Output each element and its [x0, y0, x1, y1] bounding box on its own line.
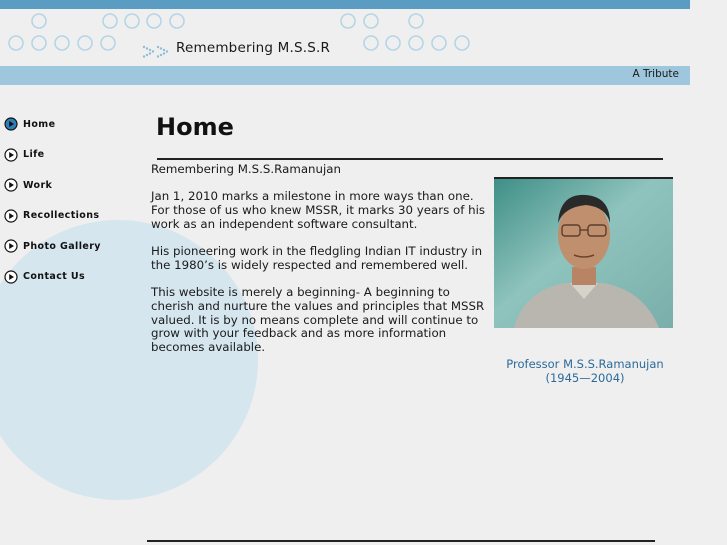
portrait-illustration-icon [494, 179, 673, 328]
sidebar-nav [4, 109, 101, 292]
sidebar-item-home[interactable] [4, 109, 101, 140]
tagline: A Tribute [632, 68, 679, 80]
play-circle-icon [4, 270, 18, 284]
sidebar-item-contact-us[interactable] [4, 262, 101, 293]
tribute-bar [0, 66, 690, 85]
sidebar-item-label: Recollections [23, 210, 100, 222]
caption-years: (1945—2004) [545, 370, 625, 385]
photo-caption [494, 358, 676, 385]
portrait-photo [494, 177, 673, 328]
content-paragraph: His pioneering work in the fledgling Indian IT industry in the 1980’s is widely respected and remembered well. [151, 244, 483, 272]
footer-divider [147, 540, 655, 542]
site-title: Remembering M.S.S.R [176, 40, 331, 56]
arrows-icon [141, 44, 175, 60]
top-color-strip [0, 0, 690, 9]
play-circle-icon [4, 239, 18, 253]
content-paragraph: This website is merely a beginning- A beginning to cherish and nurture the values and principles that MSSR valued. It is by no means complete and will continue to grow with your feedback and as more information becomes available. [151, 285, 485, 355]
sidebar-item-label: Contact Us [23, 271, 86, 283]
decorative-circles-icon [0, 9, 690, 66]
sidebar-item-recollections[interactable] [4, 201, 101, 232]
caption-name: Professor M.S.S.Ramanujan [506, 357, 664, 371]
title-divider [157, 158, 663, 160]
sidebar-item-life[interactable] [4, 140, 101, 171]
sidebar-item-label: Work [23, 179, 53, 191]
site-header [0, 9, 690, 66]
play-circle-icon [4, 209, 18, 223]
content-subtitle: Remembering M.S.S.Ramanujan [151, 162, 341, 176]
play-circle-icon [4, 148, 18, 162]
play-circle-icon [4, 178, 18, 192]
sidebar-item-photo-gallery[interactable] [4, 231, 101, 262]
page-title: Home [156, 113, 234, 141]
content-paragraph: Jan 1, 2010 marks a milestone in more ways than one. For those of us who knew MSSR, it marks 30 years of his work as an independent software consultant. [151, 189, 486, 231]
play-circle-icon [4, 117, 18, 131]
main-content [151, 163, 491, 368]
sidebar-item-work[interactable] [4, 170, 101, 201]
sidebar-item-label: Life [23, 149, 45, 161]
sidebar-item-label: Photo Gallery [23, 240, 101, 252]
sidebar-item-label: Home [23, 118, 56, 130]
